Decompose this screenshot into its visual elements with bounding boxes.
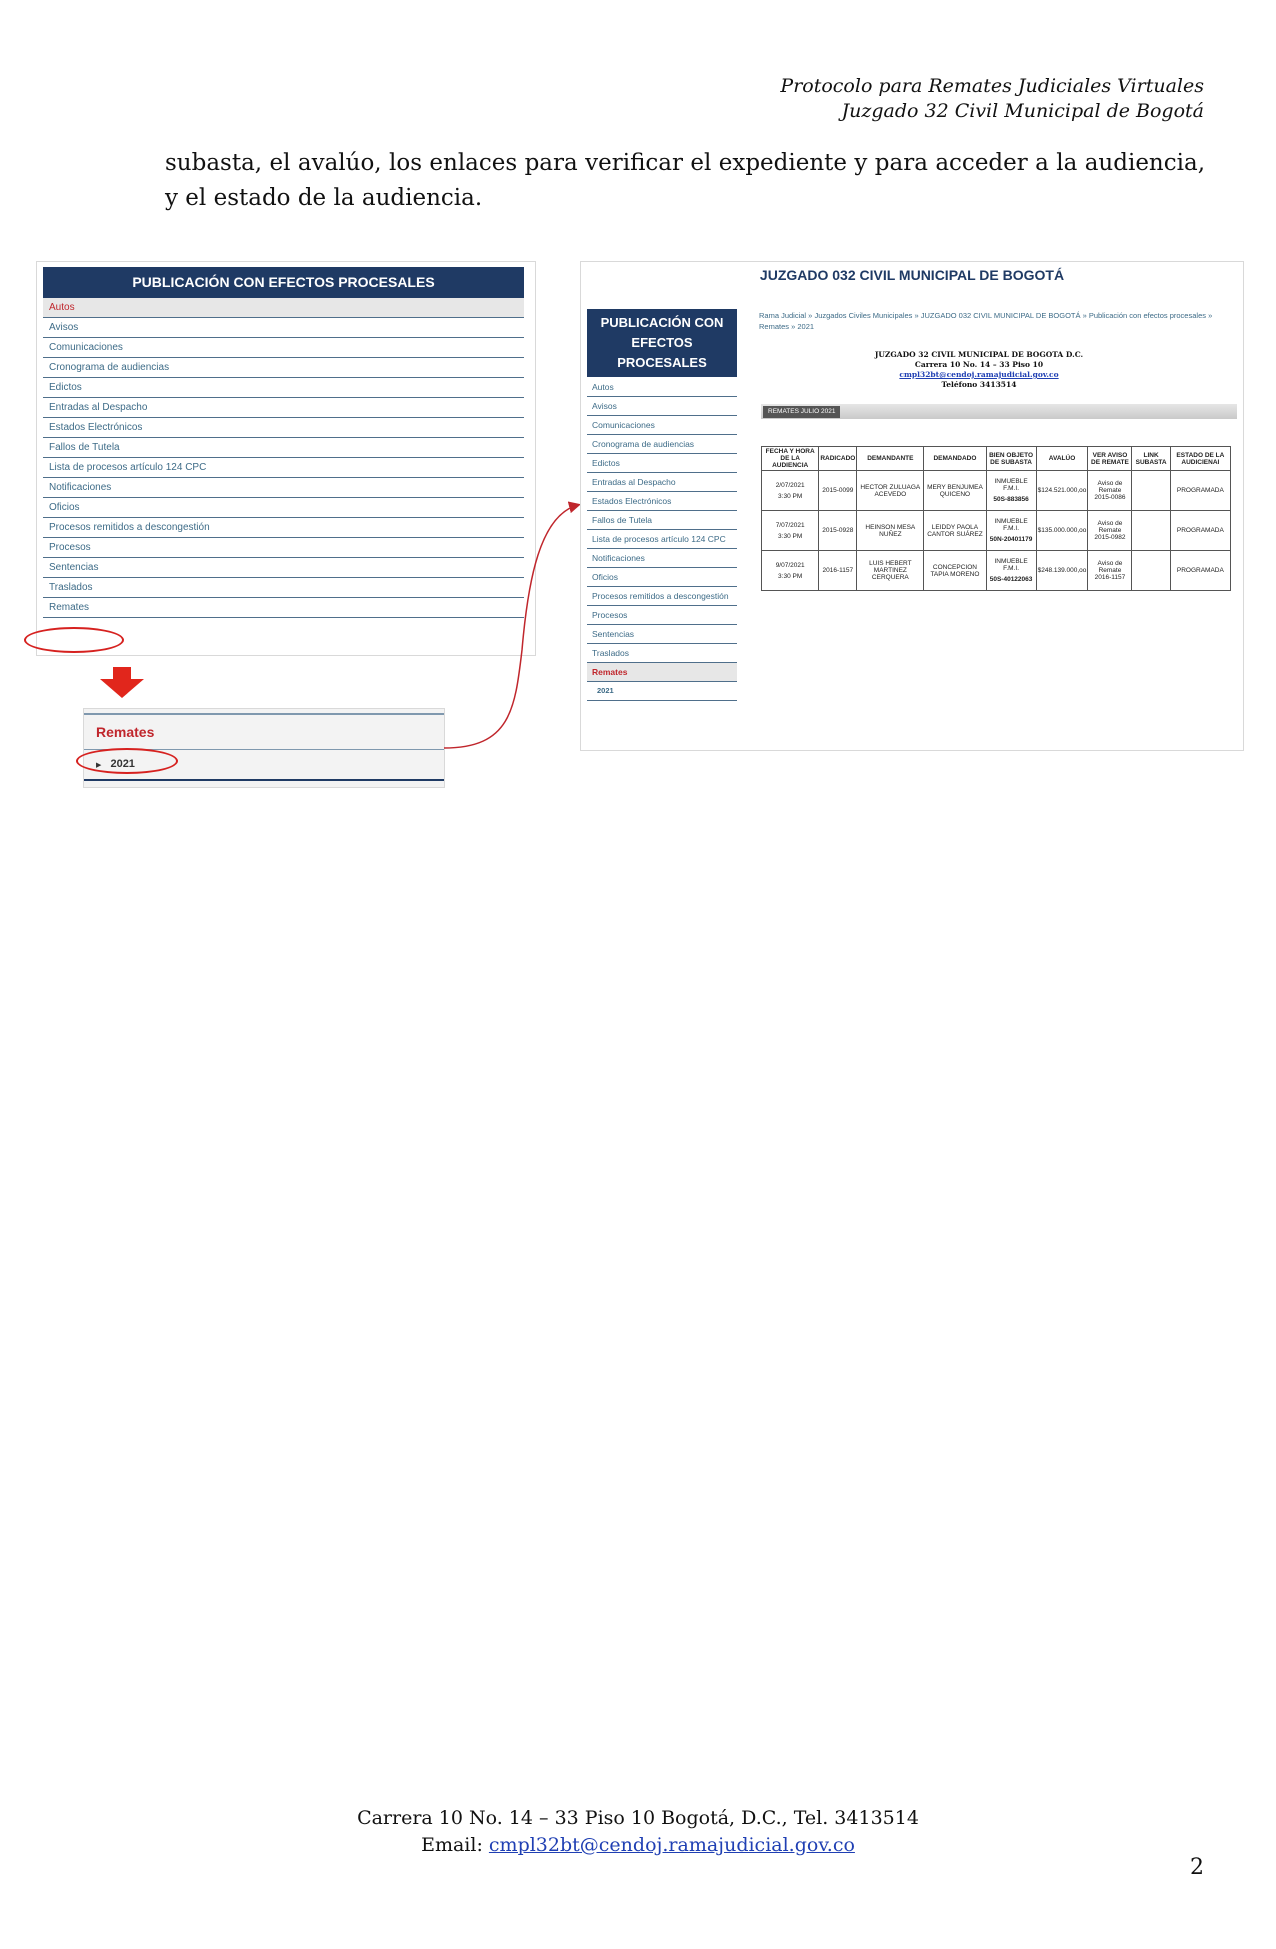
highlight-remates-oval [24, 627, 124, 653]
table-header-cell: RADICADO [819, 447, 857, 471]
sidebar-item[interactable]: Procesos [587, 606, 737, 625]
cell-avaluo: $248.139.000,oo [1037, 567, 1087, 574]
table-cell [1036, 471, 1088, 511]
sidebar-item[interactable]: Sentencias [587, 625, 737, 644]
court-title: JUZGADO 032 CIVIL MUNICIPAL DE BOGOTÁ [759, 267, 1065, 283]
table-cell [819, 551, 857, 591]
page-number: 2 [1190, 1855, 1204, 1880]
cell-time: 3:30 PM [778, 492, 803, 500]
table-header-cell: ESTADO DE LA AUDICIENAI [1170, 447, 1230, 471]
highlight-2021-oval [76, 748, 178, 774]
table-cell [857, 471, 924, 511]
cell-demandante: LUIS HEBERT MARTINEZ CERQUERA [869, 560, 912, 581]
cell-demandado: LEIDDY PAOLA CANTOR SUÁREZ [927, 523, 983, 538]
table-cell [819, 511, 857, 551]
sidebar-item[interactable]: Remates [587, 663, 737, 682]
menu-item[interactable]: Procesos [43, 538, 524, 558]
sidebar-title: PUBLICACIÓN CON EFECTOS PROCESALES [587, 309, 737, 377]
cell-fmi: 50S-40122063 [989, 576, 1033, 583]
menu-item[interactable]: Fallos de Tutela [43, 438, 524, 458]
table-header-cell: FECHA Y HORA DE LA AUDIENCIA [762, 447, 819, 471]
cell-demandante: HEINSON MESA NUÑEZ [865, 523, 916, 538]
cell-estado: PROGRAMADA [1176, 527, 1224, 534]
doc-address: Carrera 10 No. 14 – 33 Piso 10 [914, 360, 1044, 369]
table-cell [1036, 511, 1088, 551]
table-header-cell: LINK SUBASTA [1132, 447, 1170, 471]
year-label: 2021 [110, 758, 135, 770]
cell-bien: INMUEBLE F.M.I. [994, 518, 1028, 532]
cell-date: 9/07/2021 [775, 561, 805, 569]
cell-demandado: MERY BENJUMEA QUICENO [927, 483, 983, 498]
cell-date: 7/07/2021 [775, 521, 805, 529]
cell-estado: PROGRAMADA [1176, 487, 1224, 494]
sidebar-item[interactable]: Autos [587, 378, 737, 397]
cell-aviso: Aviso de Remate 2015-0982 [1094, 520, 1126, 541]
table-header-cell: DEMANDADO [924, 447, 986, 471]
table-cell [1170, 471, 1230, 511]
table-cell [1132, 551, 1170, 591]
cell-estado: PROGRAMADA [1176, 567, 1224, 574]
sidebar-item[interactable]: Cronograma de audiencias [587, 435, 737, 454]
tab-remates-julio[interactable]: REMATES JULIO 2021 [763, 406, 840, 418]
menu-item[interactable]: Oficios [43, 498, 524, 518]
cell-time: 3:30 PM [778, 572, 803, 580]
caret-right-icon: ▶ [96, 762, 102, 769]
menu-item[interactable]: Avisos [43, 318, 524, 338]
table-cell [1088, 551, 1132, 591]
table-cell [857, 551, 924, 591]
cell-demandante: HECTOR ZULUAGA ACEVEDO [860, 483, 921, 498]
cell-fmi: 50N-20401179 [989, 536, 1033, 543]
menu-item[interactable]: Cronograma de audiencias [43, 358, 524, 378]
sidebar-item[interactable]: Comunicaciones [587, 416, 737, 435]
table-cell [986, 471, 1036, 511]
table-row [762, 551, 1231, 591]
left-menu-title: PUBLICACIÓN CON EFECTOS PROCESALES [43, 267, 524, 298]
menu-item[interactable]: Procesos remitidos a descongestión [43, 518, 524, 538]
table-header-cell: AVALÚO [1036, 447, 1088, 471]
header-subtitle: Juzgado 32 Civil Municipal de Bogotá [841, 100, 1204, 122]
table-cell [986, 551, 1036, 591]
cell-radicado: 2015-0928 [822, 527, 854, 534]
cell-aviso: Aviso de Remate 2016-1157 [1094, 560, 1126, 581]
cell-bien: INMUEBLE F.M.I. [994, 478, 1028, 492]
menu-item[interactable]: Sentencias [43, 558, 524, 578]
body-paragraph: subasta, el avalúo, los enlaces para verificar el expediente y para acceder a la audiencia, y el estado de la audiencia. [165, 150, 1205, 211]
sidebar-item[interactable]: Lista de procesos artículo 124 CPC [587, 530, 737, 549]
cell-radicado: 2015-0099 [822, 487, 854, 494]
footer-email-link[interactable]: cmpl32bt@cendoj.ramajudicial.gov.co [488, 1834, 855, 1856]
menu-item[interactable]: Autos [43, 298, 524, 318]
menu-item[interactable]: Lista de procesos artículo 124 CPC [43, 458, 524, 478]
menu-item[interactable]: Comunicaciones [43, 338, 524, 358]
cell-aviso: Aviso de Remate 2015-0086 [1094, 480, 1126, 501]
sidebar-item[interactable]: Edictos [587, 454, 737, 473]
connector-arrow [440, 500, 590, 760]
sidebar-item[interactable]: Estados Electrónicos [587, 492, 737, 511]
table-cell [1132, 471, 1170, 511]
footer-address: Carrera 10 No. 14 – 33 Piso 10 Bogotá, D.C., Tel. 3413514 [357, 1807, 919, 1829]
table-cell [924, 551, 986, 591]
menu-item[interactable]: Remates [43, 598, 524, 618]
sidebar-item[interactable]: 2021 [587, 682, 737, 701]
menu-item[interactable]: Estados Electrónicos [43, 418, 524, 438]
cell-date: 2/07/2021 [775, 481, 805, 489]
menu-item[interactable]: Edictos [43, 378, 524, 398]
table-row [762, 471, 1231, 511]
cell-time: 3:30 PM [778, 532, 803, 540]
right-page-screenshot [580, 261, 1244, 751]
sidebar-item[interactable]: Fallos de Tutela [587, 511, 737, 530]
table-cell [1132, 511, 1170, 551]
breadcrumb: Rama Judicial » Juzgados Civiles Municipales » JUZGADO 032 CIVIL MUNICIPAL DE BOGOTÁ » Publicación con efectos procesales » Remates » 2021 [759, 311, 1213, 331]
menu-item[interactable]: Notificaciones [43, 478, 524, 498]
table-cell [986, 511, 1036, 551]
footer-email-line [0, 1834, 1276, 1856]
table-header-cell: DEMANDANTE [857, 447, 924, 471]
table-cell [762, 551, 819, 591]
remates-title: Remates [96, 724, 155, 740]
cell-demandado: CONCEPCION TAPIA MORENO [930, 563, 980, 578]
table-cell [1170, 551, 1230, 591]
table-cell [1088, 511, 1132, 551]
table-cell [1088, 471, 1132, 511]
sidebar-item[interactable]: Traslados [587, 644, 737, 663]
table-header-cell: BIEN OBJETO DE SUBASTA [986, 447, 1036, 471]
table-cell [819, 471, 857, 511]
table-header-cell: VER AVISO DE REMATE [1088, 447, 1132, 471]
sidebar-item[interactable]: Notificaciones [587, 549, 737, 568]
cell-fmi: 50S-883856 [993, 496, 1029, 503]
sidebar-list [587, 378, 737, 701]
table-cell [924, 511, 986, 551]
down-arrow-icon [98, 667, 146, 699]
table-cell [762, 511, 819, 551]
cell-radicado: 2016-1157 [822, 567, 854, 574]
table-cell [1036, 551, 1088, 591]
header-title: Protocolo para Remates Judiciales Virtuales [780, 75, 1204, 97]
sidebar-item[interactable]: Oficios [587, 568, 737, 587]
footer-email-label: Email: [421, 1834, 483, 1856]
sidebar-item[interactable]: Avisos [587, 397, 737, 416]
doc-title: JUZGADO 32 CIVIL MUNICIPAL DE BOGOTA D.C. [874, 350, 1084, 359]
cell-avaluo: $135.000.000,oo [1037, 527, 1087, 534]
doc-phone: Teléfono 3413514 [941, 380, 1017, 389]
remates-table [761, 446, 1231, 591]
sidebar-item[interactable]: Procesos remitidos a descongestión [587, 587, 737, 606]
menu-item[interactable]: Traslados [43, 578, 524, 598]
table-cell [762, 471, 819, 511]
cell-avaluo: $124.521.000,oo [1037, 487, 1087, 494]
doc-email[interactable]: cmpl32bt@cendoj.ramajudicial.gov.co [899, 370, 1059, 379]
cell-bien: INMUEBLE F.M.I. [994, 558, 1028, 572]
table-cell [924, 471, 986, 511]
menu-item[interactable]: Entradas al Despacho [43, 398, 524, 418]
sidebar-item[interactable]: Entradas al Despacho [587, 473, 737, 492]
table-row [762, 511, 1231, 551]
table-cell [1170, 511, 1230, 551]
table-cell [857, 511, 924, 551]
